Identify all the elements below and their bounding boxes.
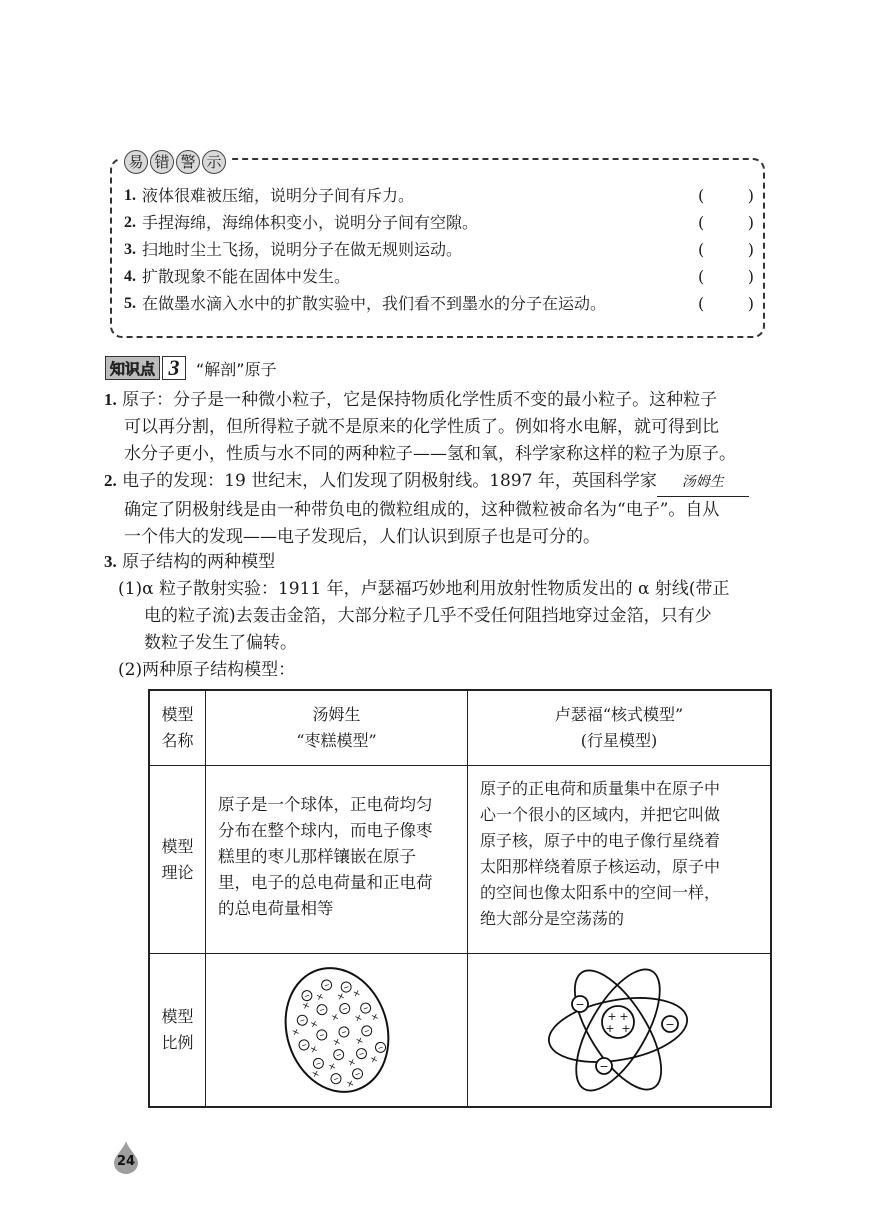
svg-text:×: ×	[310, 1068, 321, 1081]
svg-text:+: +	[605, 1022, 615, 1035]
table-cell-rutherford-figure	[468, 954, 770, 1106]
item-text: 液体很难被压缩，说明分子间有斥力。	[142, 186, 415, 205]
svg-text:−: −	[322, 980, 331, 991]
fill-in-answer[interactable]: 汤姆生	[657, 469, 749, 497]
table-cell-thomson-theory: 原子是一个球体，正电荷均匀 分布在整个球内，而电子像枣 糕里的枣儿那样镶嵌在原子 里，电子的总电荷量和正电荷 的总电荷量相等	[206, 766, 468, 954]
paragraph-line: 电的粒子流)去轰击金箔，大部分粒子几乎不受任何阻挡地穿过金箔，只有少	[144, 606, 712, 626]
warning-tag-char: 示	[202, 150, 226, 174]
paragraph-line: (1)α 粒子散射实验：1911 年，卢瑟福巧妙地利用放射性物质发出的 α 射线(带正	[118, 579, 730, 599]
knowledge-point-number: 3	[162, 356, 186, 380]
warning-item	[124, 237, 754, 263]
knowledge-point-header	[105, 355, 277, 381]
svg-text:×: ×	[290, 1026, 302, 1039]
section-number: 1.	[104, 390, 117, 409]
svg-text:×: ×	[345, 1078, 356, 1091]
table-cell-thomson-name: 汤姆生 “枣糕模型”	[206, 691, 468, 766]
item-number: 4.	[124, 268, 136, 285]
svg-text:−: −	[300, 1040, 309, 1051]
svg-text:×: ×	[330, 1012, 341, 1024]
svg-text:−: −	[353, 1069, 362, 1079]
svg-text:−: −	[357, 1049, 366, 1059]
svg-text:−: −	[665, 1018, 675, 1031]
svg-text:×: ×	[301, 1000, 312, 1013]
svg-text:−: −	[340, 1027, 349, 1038]
warning-tag-char: 警	[176, 150, 200, 174]
warning-item	[124, 210, 754, 236]
svg-text:−: −	[340, 1004, 349, 1014]
item-number: 1.	[124, 187, 136, 204]
svg-text:×: ×	[369, 1011, 381, 1024]
knowledge-point-title: “解剖”原子	[196, 359, 277, 379]
svg-text:+: +	[621, 1022, 631, 1035]
section-number: 2.	[104, 471, 117, 490]
knowledge-point-badge: 知识点	[105, 356, 160, 380]
svg-text:+: +	[619, 1010, 629, 1023]
paragraph-line: (2)两种原子结构模型：	[118, 660, 296, 680]
section-number: 3.	[104, 552, 117, 571]
table-label-cell: 模型 理论	[150, 766, 206, 954]
answer-parentheses[interactable]: ( )	[698, 267, 754, 286]
svg-text:×: ×	[354, 1035, 365, 1048]
svg-text:−: −	[599, 1060, 609, 1073]
svg-text:−: −	[575, 998, 585, 1011]
warning-item	[124, 264, 754, 290]
model-table	[148, 689, 772, 1108]
paragraph-line: 一个伟大的发现——电子发现后，人们认识到原子也是可分的。	[124, 527, 600, 547]
item-number: 5.	[124, 295, 136, 312]
warning-item	[124, 291, 754, 317]
table-cell-rutherford-name: 卢瑟福“核式模型” (行星模型)	[468, 691, 770, 766]
svg-text:×: ×	[353, 1012, 364, 1025]
svg-text:+: +	[607, 1010, 617, 1023]
svg-text:×: ×	[327, 1061, 338, 1074]
section-atom	[104, 386, 784, 468]
svg-text:×: ×	[351, 988, 363, 1001]
planetary-model-figure	[468, 954, 770, 1106]
paragraph-line: 水分子更小，性质与水不同的两种粒子——氢和氧，科学家称这样的粒子为原子。	[124, 444, 736, 464]
answer-parentheses[interactable]: ( )	[698, 294, 754, 313]
paragraph-line: 可以再分割，但所得粒子就不是原来的化学性质了。例如将水电解，就可得到比	[124, 417, 719, 437]
paragraph-line: 电子的发现：19 世纪末，人们发现了阴极射线。1897 年，英国科学家	[122, 471, 657, 491]
item-number: 3.	[124, 241, 136, 258]
section-heading: 原子结构的两种模型	[122, 552, 276, 572]
item-text: 扫地时尘土飞扬，说明分子在做无规则运动。	[142, 240, 463, 259]
answer-parentheses[interactable]: ( )	[698, 213, 754, 232]
answer-parentheses[interactable]: ( )	[698, 240, 754, 259]
svg-text:−: −	[318, 1005, 327, 1015]
item-text: 在做墨水滴入水中的扩散实验中，我们看不到墨水的分子在运动。	[142, 294, 607, 313]
svg-text:−: −	[298, 1016, 307, 1026]
svg-text:−: −	[317, 1030, 326, 1041]
svg-text:−: −	[362, 1026, 371, 1037]
svg-text:−: −	[376, 1043, 385, 1053]
svg-text:−: −	[361, 1003, 370, 1014]
answer-parentheses[interactable]: ( )	[698, 186, 754, 205]
table-label-cell: 模型 比例	[150, 954, 206, 1106]
svg-text:×: ×	[309, 1018, 320, 1031]
warning-tag-char: 易	[124, 150, 148, 174]
paragraph-line: 确定了阴极射线是由一种带负电的微粒组成的，这种微粒被命名为“电子”。自从	[124, 500, 720, 520]
table-cell-rutherford-theory: 原子的正电荷和质量集中在原子中 心一个很小的区域内，并把它叫做 原子核，原子中的电子像行星绕着 太阳那样绕着原子核运动，原子中 的空间也像太阳系中的空间一样， 绝大部分是空荡荡的	[468, 766, 770, 954]
section-electron	[104, 467, 784, 551]
warning-tag	[120, 150, 230, 178]
svg-text:×: ×	[331, 1036, 343, 1049]
svg-text:−: −	[334, 1050, 343, 1060]
page-number-badge	[113, 1140, 139, 1174]
item-text: 扩散现象不能在固体中发生。	[142, 267, 351, 286]
plum-pudding-model-figure	[206, 954, 468, 1106]
paragraph-line: 原子：分子是一种微小粒子，它是保持物质化学性质不变的最小粒子。这种粒子	[122, 390, 718, 410]
svg-text:−: −	[332, 1074, 341, 1084]
warning-item	[124, 183, 754, 209]
item-number: 2.	[124, 214, 136, 231]
section-models	[104, 548, 784, 684]
svg-text:−: −	[342, 982, 351, 993]
svg-text:×: ×	[368, 1054, 380, 1066]
svg-text:×: ×	[308, 1044, 320, 1056]
svg-text:×: ×	[335, 991, 347, 1004]
svg-text:×: ×	[315, 991, 326, 1004]
table-cell-thomson-figure	[206, 954, 468, 1106]
svg-text:−: −	[314, 1059, 323, 1069]
warning-tag-char: 错	[150, 150, 174, 174]
svg-text:−: −	[303, 991, 312, 1001]
item-text: 手捏海绵，海绵体积变小，说明分子间有空隙。	[142, 213, 479, 232]
table-label-cell: 模型 名称	[150, 691, 206, 766]
svg-text:×: ×	[346, 1057, 358, 1069]
paragraph-line: 数粒子发生了偏转。	[144, 633, 297, 653]
page-number: 24	[116, 1154, 136, 1169]
